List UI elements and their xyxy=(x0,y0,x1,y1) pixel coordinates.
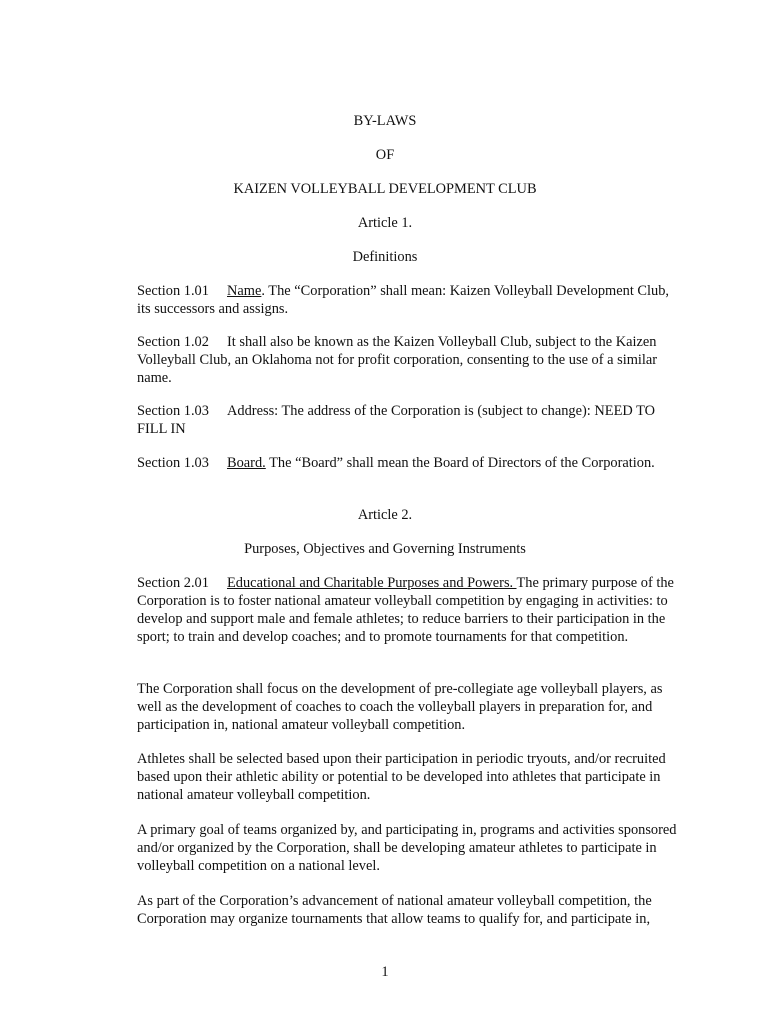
section-1-03-address xyxy=(137,402,682,438)
organization-name: KAIZEN VOLLEYBALL DEVELOPMENT CLUB xyxy=(233,181,537,197)
article-1-subheading: Definitions xyxy=(352,249,418,265)
article-2-subheading: Purposes, Objectives and Governing Instruments xyxy=(244,541,526,557)
section-number: Section 2.01 xyxy=(137,575,209,591)
section-1-01 xyxy=(137,282,682,318)
section-term: Educational and Charitable Purposes and Powers. xyxy=(227,575,517,591)
section-text: . The “Corporation” shall mean: Kaizen Volleyball Development Club, its successors and assigns. xyxy=(137,283,670,317)
paragraph-focus: The Corporation shall focus on the development of pre-collegiate age volleyball players, as well as the development of coaches to coach the volleyball players in preparation for, and participation in, national amateur volleyball competition. xyxy=(137,681,663,733)
section-number: Section 1.03 xyxy=(137,455,209,471)
section-term: Name xyxy=(227,283,262,299)
section-2-01 xyxy=(137,574,682,646)
section-term: Board. xyxy=(227,455,266,471)
section-text: It shall also be known as the Kaizen Volleyball Club, subject to the Kaizen Volleyball Club, an Oklahoma not for profit corporation, consenting to the use of a similar name. xyxy=(137,334,658,386)
paragraph-athletes: Athletes shall be selected based upon their participation in periodic tryouts, and/or recruited based upon their athletic ability or potential to be developed into athletes that participate in national amateur volleyball competition. xyxy=(137,751,666,803)
section-text: The “Board” shall mean the Board of Directors of the Corporation. xyxy=(265,455,655,471)
article-2-heading: Article 2. xyxy=(357,507,413,523)
section-1-02 xyxy=(137,333,682,387)
section-text: The primary purpose of the Corporation is to foster national amateur volleyball competition by engaging in activities: to develop and support male and female athletes; to reduce barriers to their participation in the sport; to train and develop coaches; and to promote tournaments for that competition. xyxy=(137,575,674,645)
section-text: Address: The address of the Corporation is (subject to change): NEED TO FILL IN xyxy=(137,403,656,437)
paragraph-tournaments: As part of the Corporation’s advancement of national amateur volleyball competition, the Corporation may organize tournaments that allow teams to qualify for, and participate in, xyxy=(137,893,652,927)
section-1-03-board xyxy=(137,454,682,472)
article-1-heading: Article 1. xyxy=(357,215,413,231)
page-number: 1 xyxy=(381,964,389,980)
title-of: OF xyxy=(375,147,395,163)
document-title: BY-LAWS xyxy=(353,113,417,129)
paragraph-goal: A primary goal of teams organized by, and participating in, programs and activities sponsored and/or organized by the Corporation, shall be developing amateur athletes to participate in volleyball competition on a national level. xyxy=(137,822,677,874)
section-number: Section 1.01 xyxy=(137,283,209,299)
section-number: Section 1.03 xyxy=(137,403,209,419)
section-number: Section 1.02 xyxy=(137,334,209,350)
